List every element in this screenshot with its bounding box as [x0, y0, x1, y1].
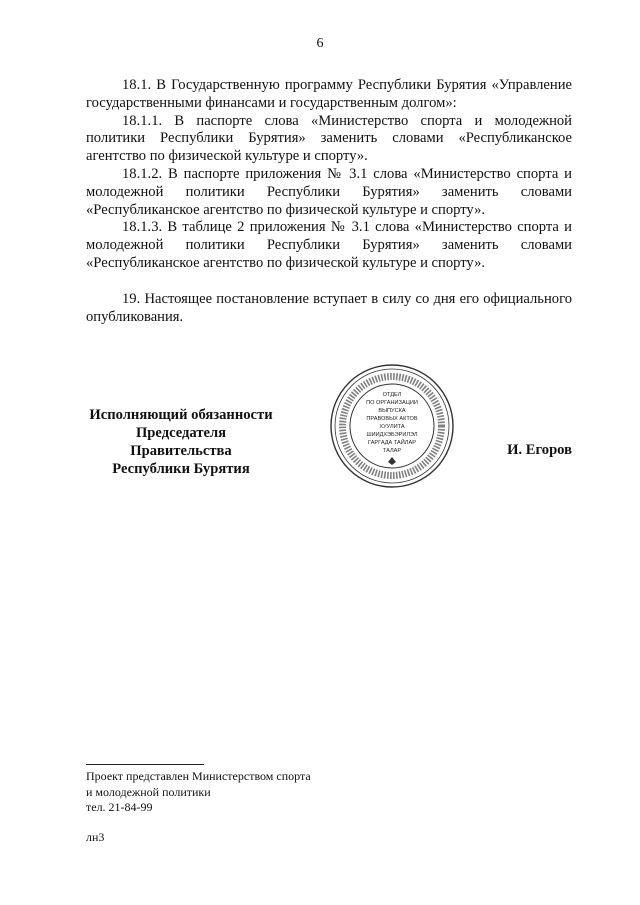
- stamp-line: ПРАВОВЫХ АКТОВ: [366, 416, 418, 422]
- stamp-line: ПО ОРГАНИЗАЦИИ: [366, 400, 418, 406]
- paragraph-18-1-3: 18.1.3. В таблице 2 приложения № 3.1 слова «Министерство спорта и молодежной политики Республики Бурятия» заменить словами «Республиканское агентство по физической культуре и спорту».: [86, 219, 572, 271]
- signature-title: [86, 406, 276, 478]
- footnote-line: Проект представлен Министерством спорта: [86, 769, 311, 783]
- signature-title-line: Исполняющий обязанности: [89, 407, 273, 423]
- footnote: [86, 769, 311, 816]
- footnote-line: и молодежной политики: [86, 784, 211, 799]
- paragraph-18-1: 18.1. В Государственную программу Республики Бурятия «Управление государственными финансами и государственным долгом»:: [86, 77, 572, 111]
- footnote-line: тел. 21-84-99: [86, 800, 153, 814]
- official-seal-stamp: [328, 362, 456, 490]
- stamp-line: ВЫПУСКА: [378, 408, 406, 414]
- stamp-line: ОТДЕЛ: [382, 392, 402, 398]
- stamp-line: ХУУЛИТА: [379, 424, 405, 430]
- signer-name: И. Егоров: [507, 442, 572, 458]
- paragraph-18-1-2: 18.1.2. В паспорте приложения № 3.1 слова «Министерство спорта и молодежной политики Республики Бурятия» заменить словами «Республиканское агентство по физической культуре и спорту».: [86, 165, 572, 218]
- stamp-line: ШИИДХЭБЭРИЛЭЛ: [366, 432, 418, 438]
- stamp-line: ТАЛАР: [382, 448, 402, 454]
- paragraph-18-1-1: 18.1.1. В паспорте слова «Министерство спорта и молодежной политики Республики Бурятия» заменить словами «Республиканское агентство по физической культуре и спорту».: [86, 112, 572, 165]
- stamp-emblem-icon: [388, 457, 396, 465]
- stamp-line: ГАРГАДА ТАЙЛАР: [368, 440, 416, 446]
- document-body: [86, 77, 572, 326]
- signature-title-line: Республики Бурятия: [112, 461, 250, 477]
- document-code: лн3: [86, 830, 105, 844]
- page-number: 6: [316, 36, 324, 51]
- paragraph-19: 19. Настоящее постановление вступает в силу со дня его официального опубликования.: [86, 290, 572, 325]
- signature-title-line: Председателя Правительства: [130, 425, 232, 459]
- footnote-divider: [86, 764, 204, 765]
